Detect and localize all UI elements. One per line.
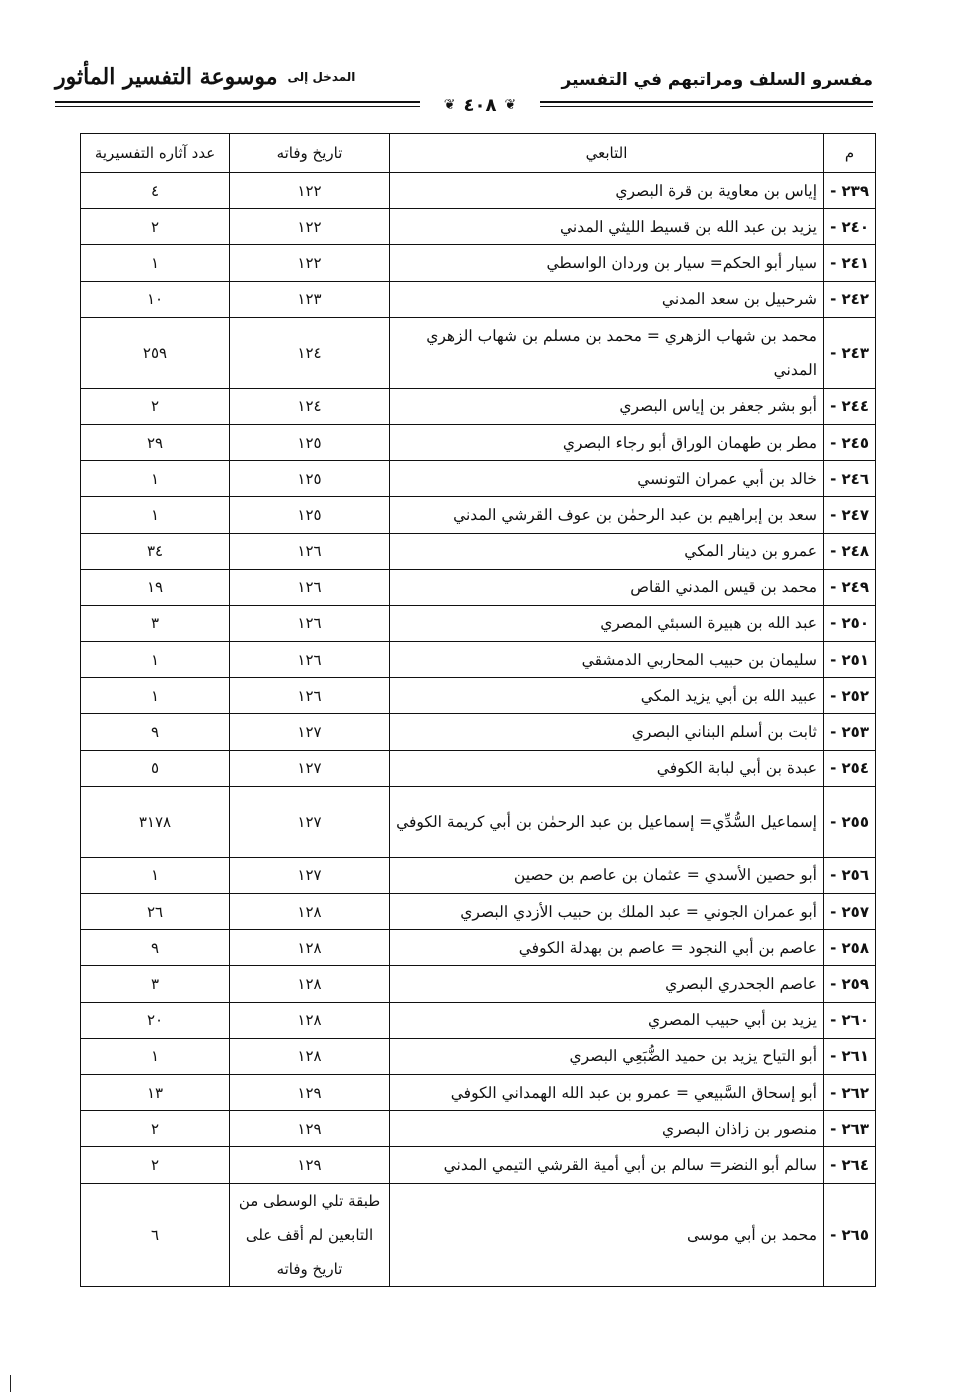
book-subtitle: المدخل إلى bbox=[287, 70, 356, 84]
table-row bbox=[81, 966, 876, 1002]
narration-count: ٣١٧٨ bbox=[81, 786, 230, 857]
death-date: ١٢٩ bbox=[230, 1074, 390, 1110]
table-row bbox=[81, 533, 876, 569]
narration-count: ١٠ bbox=[81, 281, 230, 317]
column-header-name: التابعي bbox=[390, 134, 824, 173]
narration-count: ٢٠ bbox=[81, 1002, 230, 1038]
death-date: ١٢٦ bbox=[230, 569, 390, 605]
row-number: ٢٤٦ - bbox=[824, 461, 876, 497]
table-row bbox=[81, 1147, 876, 1183]
table-row bbox=[81, 424, 876, 460]
tabi-in-table bbox=[80, 133, 876, 1287]
table-row bbox=[81, 569, 876, 605]
narration-count: ١ bbox=[81, 497, 230, 533]
tabii-name: عبدة بن أبي لبابة الكوفي bbox=[390, 750, 824, 786]
death-date: ١٢٤ bbox=[230, 317, 390, 388]
column-header-death-date: تاريخ وفاته bbox=[230, 134, 390, 173]
tabii-name: محمد بن قيس المدني القاص bbox=[390, 569, 824, 605]
table-row bbox=[81, 605, 876, 641]
tabii-name: عبد الله بن هبيرة السبئي المصري bbox=[390, 605, 824, 641]
table-row bbox=[81, 461, 876, 497]
table-row bbox=[81, 714, 876, 750]
table-row bbox=[81, 1038, 876, 1074]
table-row bbox=[81, 173, 876, 209]
death-date: ١٢٤ bbox=[230, 388, 390, 424]
death-date: ١٢٢ bbox=[230, 209, 390, 245]
narration-count: ٥ bbox=[81, 750, 230, 786]
table-row bbox=[81, 245, 876, 281]
page-number: ٤٠٨ bbox=[463, 94, 497, 116]
book-title: موسوعة التفسير المأثور bbox=[55, 64, 278, 90]
narration-count: ٢٦ bbox=[81, 894, 230, 930]
table-row bbox=[81, 642, 876, 678]
row-number: ٢٥٧ - bbox=[824, 894, 876, 930]
narration-count: ٣ bbox=[81, 966, 230, 1002]
death-date: ١٢٨ bbox=[230, 930, 390, 966]
tabii-name: محمد بن شهاب الزهري = محمد بن مسلم بن شهاب الزهري المدني bbox=[390, 317, 824, 388]
table-row bbox=[81, 209, 876, 245]
narration-count: ١ bbox=[81, 857, 230, 893]
death-date: ١٢٢ bbox=[230, 173, 390, 209]
tabii-name: عبيد الله بن أبي يزيد المكي bbox=[390, 678, 824, 714]
table-header-row bbox=[81, 134, 876, 173]
death-date: ١٢٦ bbox=[230, 642, 390, 678]
death-date: طبقة تلي الوسطى من التابعين لم أقف على تاريخ وفاته bbox=[230, 1183, 390, 1286]
death-date: ١٢٧ bbox=[230, 750, 390, 786]
running-title: مفسرو السلف ومراتبهم في التفسير bbox=[561, 70, 873, 90]
row-number: ٢٤٧ - bbox=[824, 497, 876, 533]
death-date: ١٢٢ bbox=[230, 245, 390, 281]
narration-count: ٢ bbox=[81, 388, 230, 424]
tabii-name: أبو حصين الأسدي = عثمان بن عاصم بن حصين bbox=[390, 857, 824, 893]
tabii-name: عاصم بن أبي النجود = عاصم بن بهدلة الكوفي bbox=[390, 930, 824, 966]
row-number: ٢٤٨ - bbox=[824, 533, 876, 569]
table-row bbox=[81, 281, 876, 317]
death-date: ١٢٦ bbox=[230, 605, 390, 641]
ornament-icon: ❦ bbox=[443, 97, 456, 113]
table-row bbox=[81, 497, 876, 533]
scan-edge-mark bbox=[10, 1375, 11, 1392]
row-number: ٢٥١ - bbox=[824, 642, 876, 678]
row-number: ٢٤٢ - bbox=[824, 281, 876, 317]
table-row bbox=[81, 678, 876, 714]
tabii-name: ثابت بن أسلم البناني البصري bbox=[390, 714, 824, 750]
tabii-name: سعد بن إبراهيم بن عبد الرحمٰن بن عوف القرشي المدني bbox=[390, 497, 824, 533]
tabii-name: سليمان بن حبيب المحاربي الدمشقي bbox=[390, 642, 824, 678]
tabii-name: عاصم الجحدري البصري bbox=[390, 966, 824, 1002]
death-date: ١٢٥ bbox=[230, 424, 390, 460]
table-row bbox=[81, 1111, 876, 1147]
death-date: ١٢٩ bbox=[230, 1147, 390, 1183]
death-date: ١٢٧ bbox=[230, 857, 390, 893]
table-row bbox=[81, 750, 876, 786]
death-date: ١٢٧ bbox=[230, 714, 390, 750]
row-number: ٢٥٤ - bbox=[824, 750, 876, 786]
narration-count: ٢ bbox=[81, 1147, 230, 1183]
table-row bbox=[81, 1002, 876, 1038]
row-number: ٢٦٠ - bbox=[824, 1002, 876, 1038]
tabii-name: مطر بن طهمان الوراق أبو رجاء البصري bbox=[390, 424, 824, 460]
narration-count: ٤ bbox=[81, 173, 230, 209]
column-header-count: عدد آثاره التفسيرية bbox=[81, 134, 230, 173]
row-number: ٢٤٩ - bbox=[824, 569, 876, 605]
row-number: ٢٣٩ - bbox=[824, 173, 876, 209]
row-number: ٢٥٠ - bbox=[824, 605, 876, 641]
book-header bbox=[55, 64, 355, 90]
death-date: ١٢٨ bbox=[230, 1038, 390, 1074]
tabii-name: منصور بن زاذان البصري bbox=[390, 1111, 824, 1147]
death-date: ١٢٨ bbox=[230, 1002, 390, 1038]
row-number: ٢٤٠ - bbox=[824, 209, 876, 245]
row-number: ٢٥٥ - bbox=[824, 786, 876, 857]
narration-count: ١٩ bbox=[81, 569, 230, 605]
row-number: ٢٤٣ - bbox=[824, 317, 876, 388]
tabii-name: إسماعيل السُّدِّي= إسماعيل بن عبد الرحمٰن بن أبي كريمة الكوفي bbox=[390, 786, 824, 857]
death-date: ١٢٦ bbox=[230, 533, 390, 569]
narration-count: ٩ bbox=[81, 930, 230, 966]
narration-count: ١ bbox=[81, 678, 230, 714]
row-number: ٢٦٤ - bbox=[824, 1147, 876, 1183]
tabii-name: سالم أبو النضر= سالم بن أبي أمية القرشي التيمي المدني bbox=[390, 1147, 824, 1183]
ornament-icon: ❦ bbox=[504, 97, 517, 113]
table-row bbox=[81, 894, 876, 930]
narration-count: ١ bbox=[81, 642, 230, 678]
narration-count: ٢ bbox=[81, 1111, 230, 1147]
row-number: ٢٦٥ - bbox=[824, 1183, 876, 1286]
table-row bbox=[81, 1183, 876, 1286]
tabii-name: إياس بن معاوية بن قرة البصري bbox=[390, 173, 824, 209]
page-number-box bbox=[420, 92, 540, 118]
tabii-name: شرحبيل بن سعد المدني bbox=[390, 281, 824, 317]
table-row bbox=[81, 1074, 876, 1110]
death-date: ١٢٨ bbox=[230, 966, 390, 1002]
tabii-name: خالد بن أبي عمران التونسي bbox=[390, 461, 824, 497]
narration-count: ٣ bbox=[81, 605, 230, 641]
table-row bbox=[81, 317, 876, 388]
narration-count: ٢٩ bbox=[81, 424, 230, 460]
row-number: ٢٥٨ - bbox=[824, 930, 876, 966]
narration-count: ٦ bbox=[81, 1183, 230, 1286]
narration-count: ٣٤ bbox=[81, 533, 230, 569]
tabii-name: سيار أبو الحكم= سيار بن وردان الواسطي bbox=[390, 245, 824, 281]
tabii-name: يزيد بن أبي حبيب المصري bbox=[390, 1002, 824, 1038]
row-number: ٢٤١ - bbox=[824, 245, 876, 281]
narration-count: ١٣ bbox=[81, 1074, 230, 1110]
table-row bbox=[81, 786, 876, 857]
table-row bbox=[81, 388, 876, 424]
narration-count: ٩ bbox=[81, 714, 230, 750]
narration-count: ١ bbox=[81, 1038, 230, 1074]
tabii-name: عمرو بن دينار المكي bbox=[390, 533, 824, 569]
column-header-number: م bbox=[824, 134, 876, 173]
tabii-name: يزيد بن عبد الله بن قسيط الليثي المدني bbox=[390, 209, 824, 245]
row-number: ٢٦١ - bbox=[824, 1038, 876, 1074]
row-number: ٢٤٥ - bbox=[824, 424, 876, 460]
row-number: ٢٥٣ - bbox=[824, 714, 876, 750]
narration-count: ٢ bbox=[81, 209, 230, 245]
narration-count: ١ bbox=[81, 461, 230, 497]
table-row bbox=[81, 857, 876, 893]
narration-count: ٢٥٩ bbox=[81, 317, 230, 388]
table-body bbox=[81, 173, 876, 1287]
row-number: ٢٦٣ - bbox=[824, 1111, 876, 1147]
death-date: ١٢٥ bbox=[230, 497, 390, 533]
narration-count: ١ bbox=[81, 245, 230, 281]
row-number: ٢٥٩ - bbox=[824, 966, 876, 1002]
death-date: ١٢٨ bbox=[230, 894, 390, 930]
row-number: ٢٦٢ - bbox=[824, 1074, 876, 1110]
row-number: ٢٤٤ - bbox=[824, 388, 876, 424]
row-number: ٢٥٦ - bbox=[824, 857, 876, 893]
death-date: ١٢٧ bbox=[230, 786, 390, 857]
tabii-name: أبو إسحاق السَّبيعي = عمرو بن عبد الله الهمداني الكوفي bbox=[390, 1074, 824, 1110]
row-number: ٢٥٢ - bbox=[824, 678, 876, 714]
tabii-name: أبو عمران الجوني = عبد الملك بن حبيب الأزدي البصري bbox=[390, 894, 824, 930]
death-date: ١٢٣ bbox=[230, 281, 390, 317]
tabii-name: أبو التياح يزيد بن حميد الضُّبَعِي البصري bbox=[390, 1038, 824, 1074]
death-date: ١٢٦ bbox=[230, 678, 390, 714]
table-row bbox=[81, 930, 876, 966]
tabii-name: محمد بن أبي موسى bbox=[390, 1183, 824, 1286]
death-date: ١٢٩ bbox=[230, 1111, 390, 1147]
tabii-name: أبو بشر جعفر بن إياس البصري bbox=[390, 388, 824, 424]
death-date: ١٢٥ bbox=[230, 461, 390, 497]
